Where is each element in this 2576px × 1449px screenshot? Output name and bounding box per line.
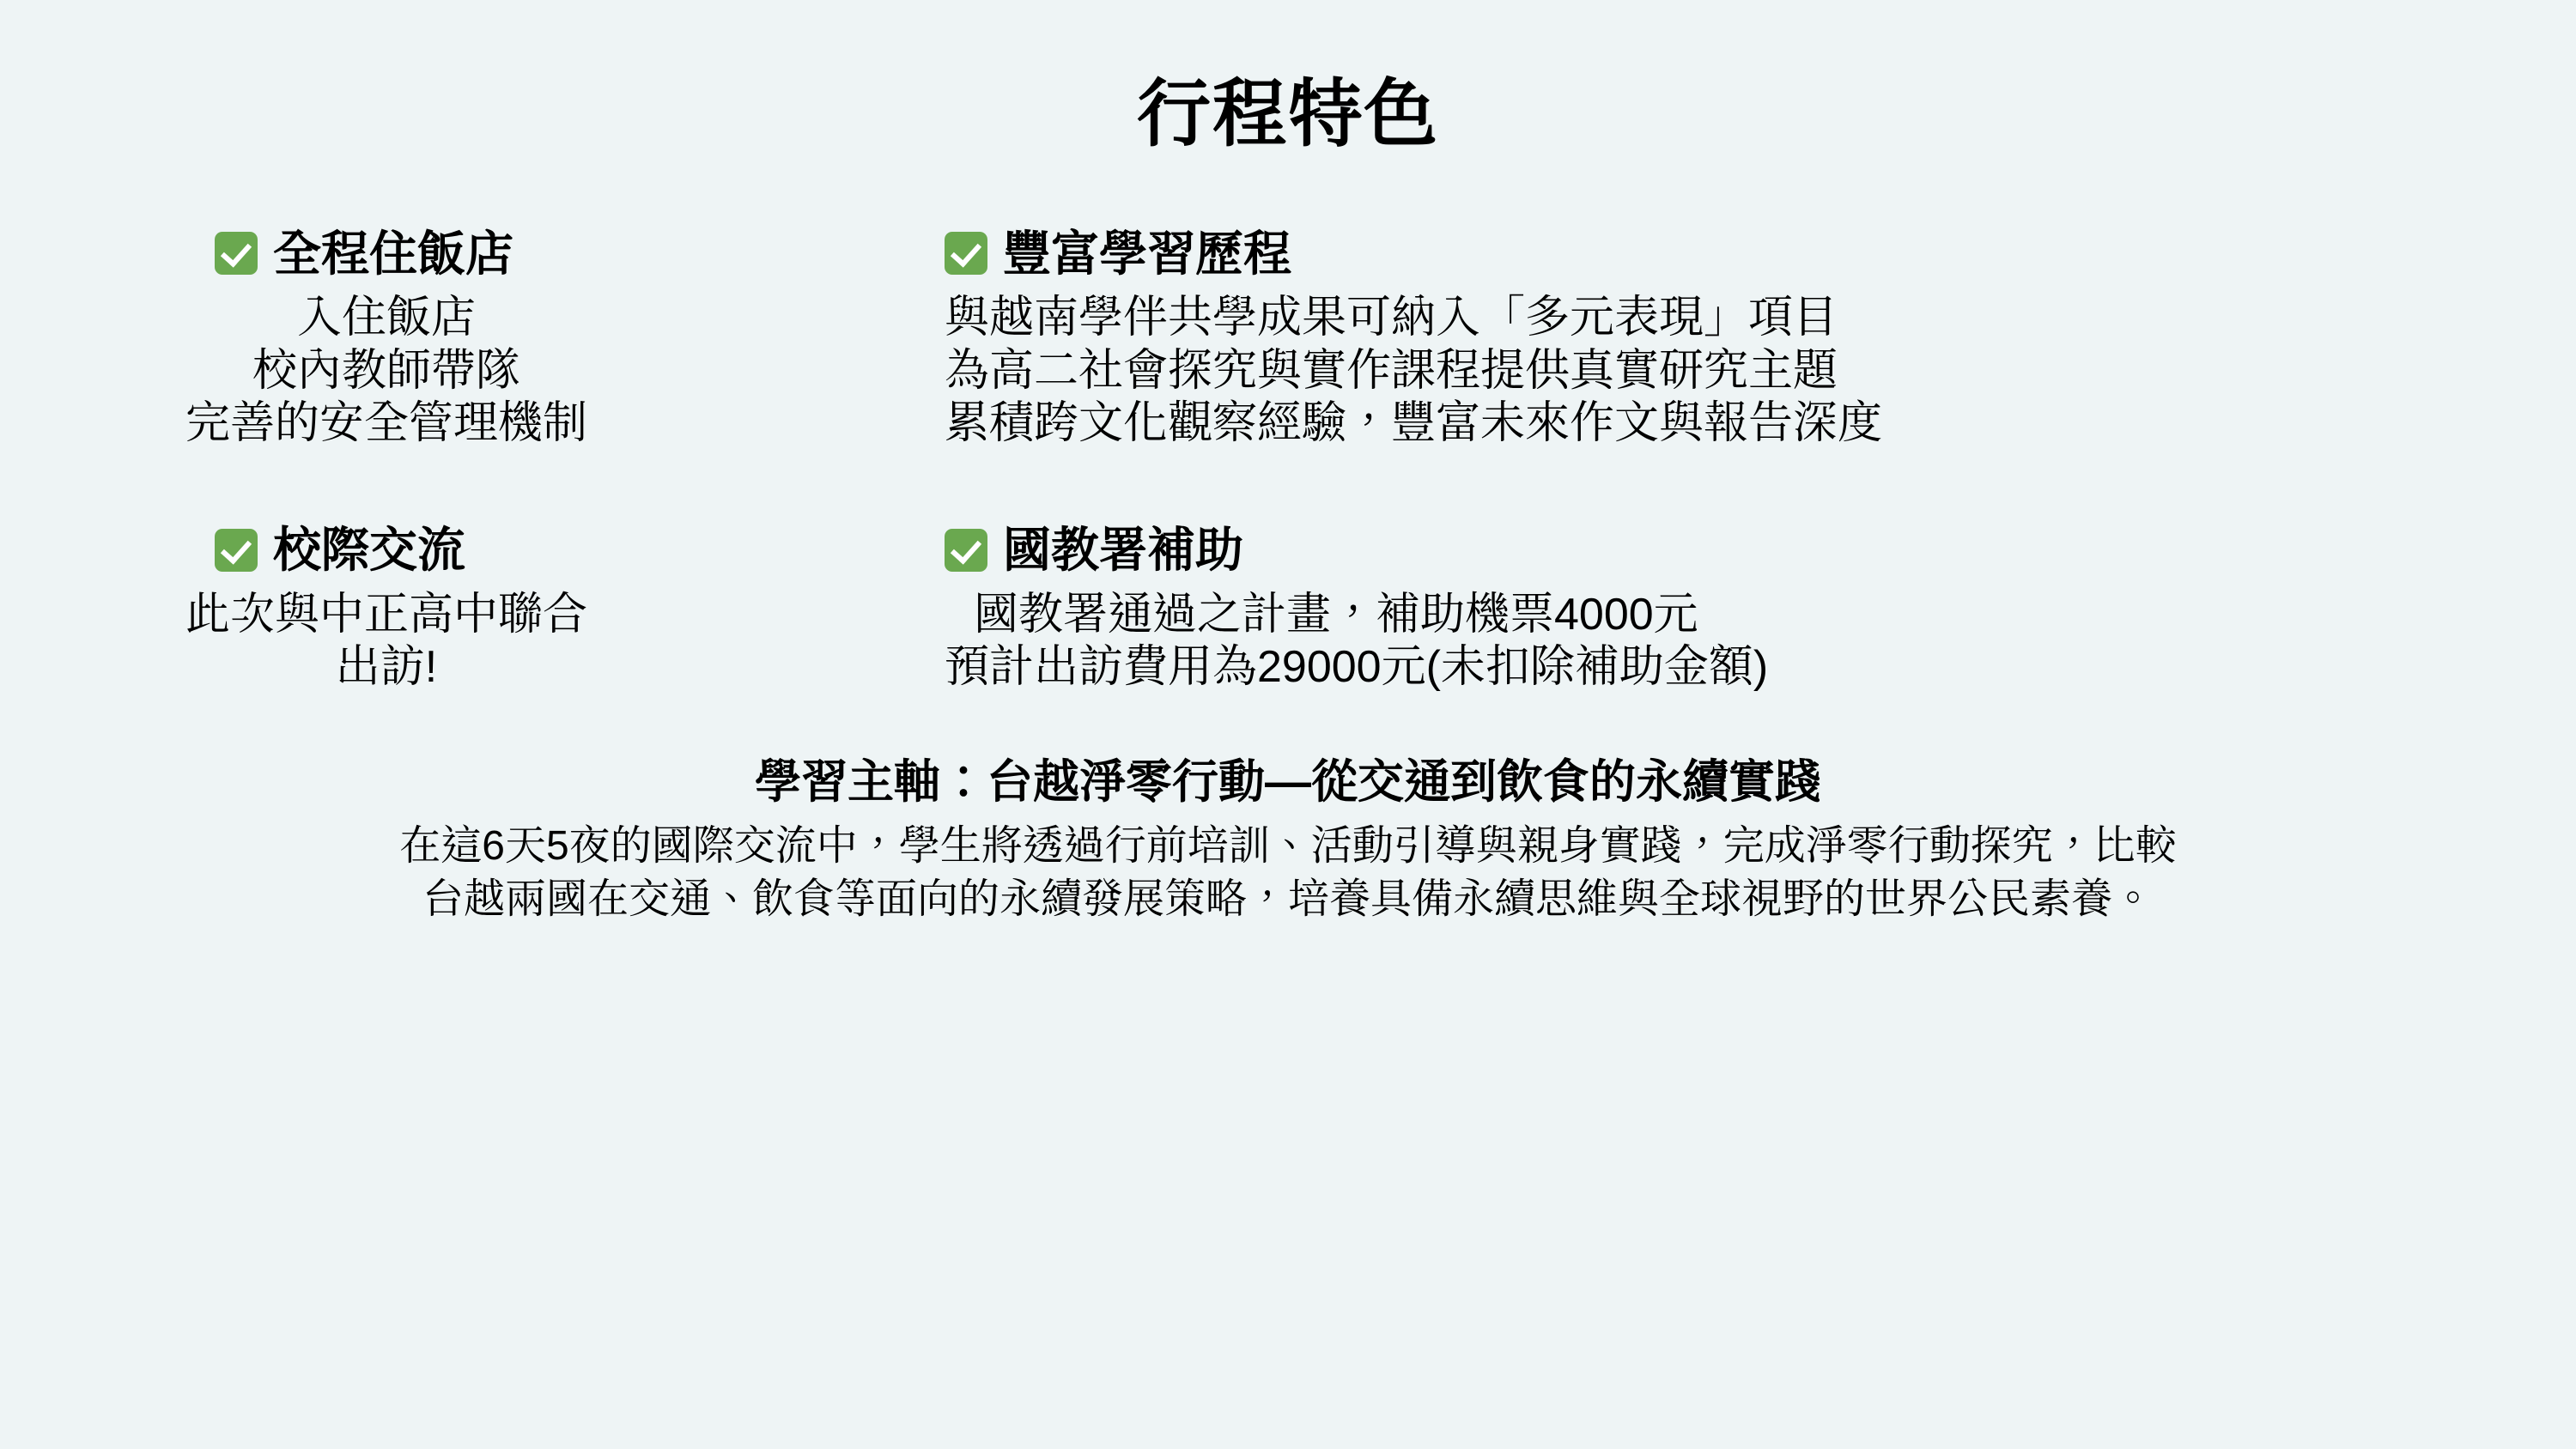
- summary-line-2: 台越兩國在交通、飲食等面向的永續發展策略，培養具備永續思維與全球視野的世界公民素養。: [422, 876, 2154, 922]
- feature-hotel-lines: [0, 292, 927, 450]
- feature-subsidy-line-1: 國教署通過之計畫，補助機票4000元: [974, 589, 1698, 640]
- feature-hotel-line-1: 入住飯店: [296, 293, 476, 343]
- feature-learning-title: 豐富學習歷程: [1003, 226, 1291, 281]
- feature-subsidy: [927, 524, 2542, 694]
- feature-subsidy-title: 國教署補助: [1003, 523, 1243, 578]
- feature-subsidy-line-2: 預計出訪費用為29000元(未扣除補助金額): [945, 642, 1769, 693]
- feature-hotel: [0, 227, 927, 451]
- features-grid: [0, 227, 2576, 694]
- feature-exchange: [0, 524, 927, 694]
- feature-hotel-heading: [0, 227, 927, 281]
- feature-exchange-lines: [0, 589, 927, 694]
- page-title: 行程特色: [1137, 73, 1439, 155]
- check-icon: [215, 529, 258, 572]
- summary-section: [0, 755, 2576, 926]
- feature-hotel-line-3: 完善的安全管理機制: [185, 397, 587, 448]
- feature-learning: [927, 227, 2542, 451]
- features-column-left: [0, 227, 927, 694]
- check-icon: [215, 232, 258, 275]
- check-icon: [945, 232, 987, 275]
- feature-subsidy-heading: [927, 524, 2542, 577]
- feature-hotel-title: 全程住飯店: [273, 226, 513, 281]
- feature-exchange-line-2: 出訪!: [335, 642, 438, 693]
- summary-body: [0, 820, 2576, 925]
- column-right-spacer: [927, 450, 2542, 524]
- check-icon: [945, 529, 987, 572]
- feature-exchange-line-1: 此次與中正高中聯合: [185, 589, 587, 640]
- feature-learning-line-2: 為高二社會探究與實作課程提供真實研究主題: [945, 345, 1838, 396]
- feature-exchange-heading: [0, 524, 927, 577]
- feature-learning-lines: [927, 292, 2542, 450]
- features-column-right: [927, 227, 2542, 694]
- feature-learning-line-3: 累積跨文化觀察經驗，豐富未來作文與報告深度: [945, 397, 1883, 448]
- feature-exchange-title: 校際交流: [273, 523, 465, 578]
- column-left-spacer: [0, 450, 927, 524]
- summary-title: 學習主軸：台越淨零行動—從交通到飲食的永續實踐: [755, 755, 1821, 808]
- feature-subsidy-lines: [927, 589, 2542, 694]
- feature-learning-heading: [927, 227, 2542, 281]
- feature-learning-line-1: 與越南學伴共學成果可納入「多元表現」項目: [945, 293, 1838, 343]
- feature-hotel-line-2: 校內教師帶隊: [252, 345, 520, 396]
- summary-line-1: 在這6天5夜的國際交流中，學生將透過行前培訓、活動引導與親身實踐，完成淨零行動探究，比較: [399, 823, 2177, 870]
